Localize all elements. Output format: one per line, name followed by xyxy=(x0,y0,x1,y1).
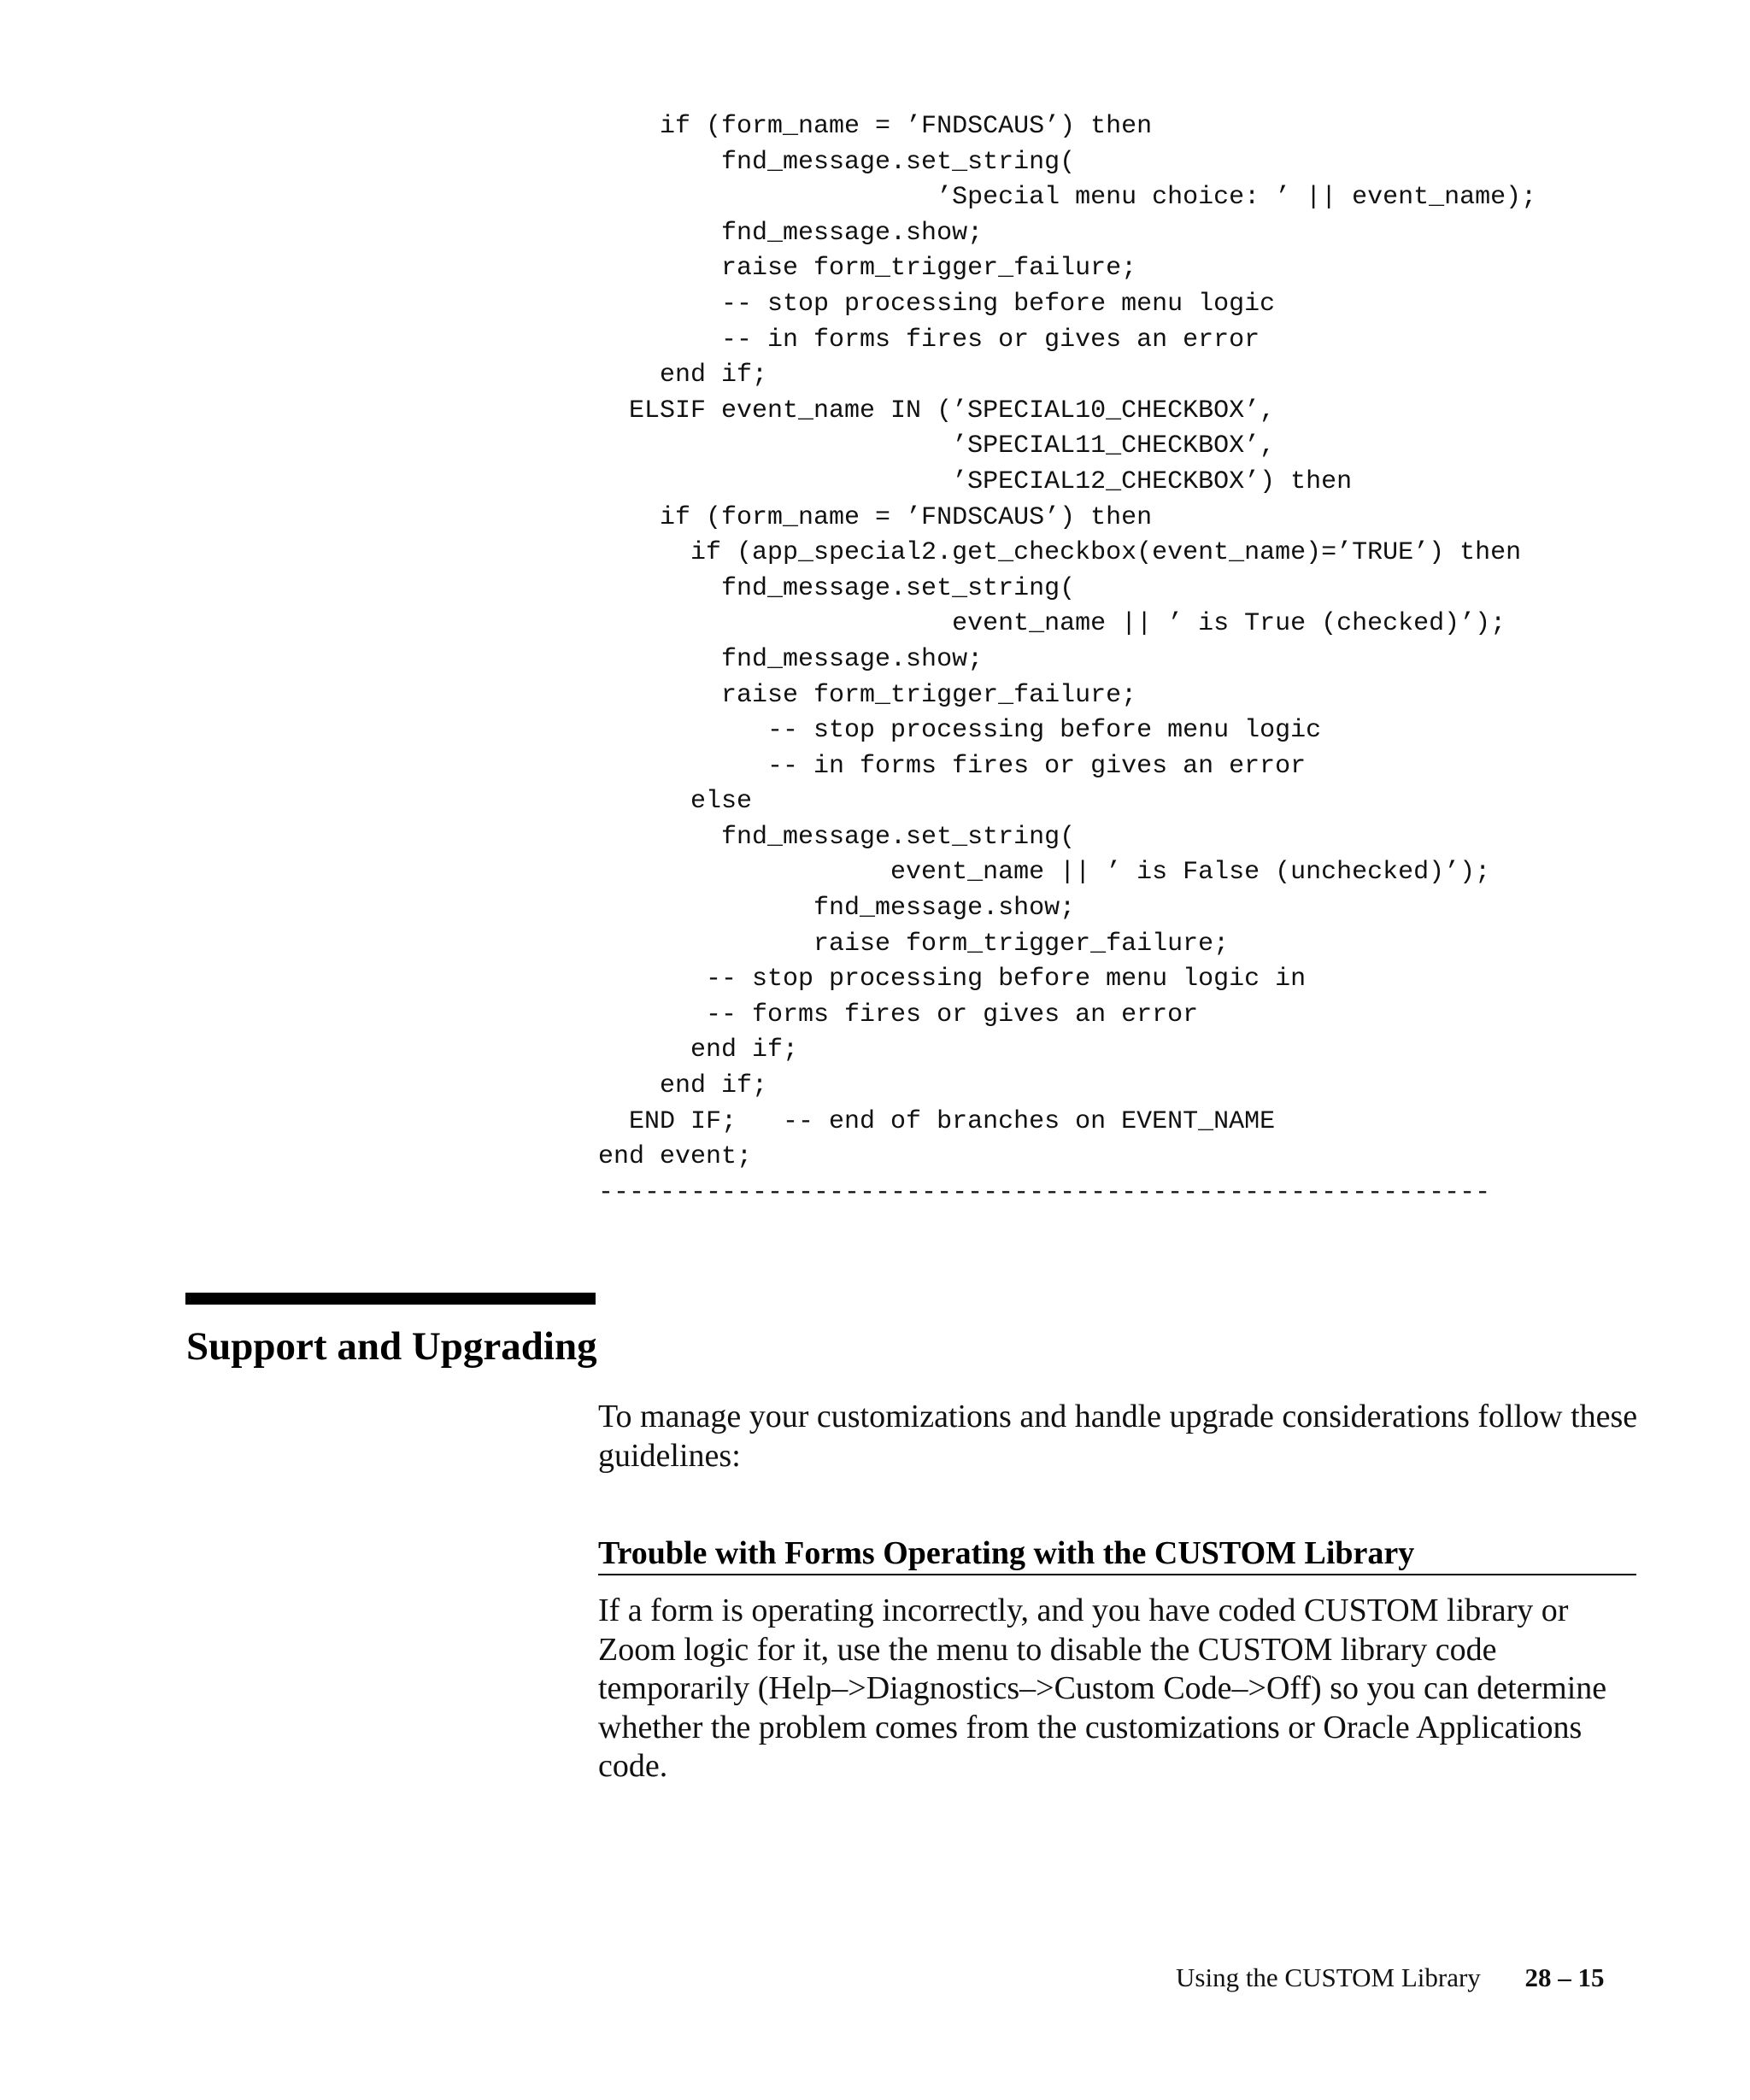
code-line: fnd_message.set_string( xyxy=(598,822,1076,852)
code-line: -- in forms fires or gives an error xyxy=(598,751,1307,781)
code-line: raise form_trigger_failure; xyxy=(598,254,1137,284)
code-line: end event; xyxy=(598,1142,753,1172)
code-listing xyxy=(598,109,1536,1211)
code-line: event_name || ’ is True (checked)’); xyxy=(598,609,1506,639)
code-line: raise form_trigger_failure; xyxy=(598,929,1230,959)
code-line: if (form_name = ’FNDSCAUS’) then xyxy=(598,502,1153,532)
code-line: if (app_special2.get_checkbox(event_name)=’TRUE’) then xyxy=(598,538,1522,568)
footer-page-number: 28 – 15 xyxy=(1524,1962,1605,1992)
code-line: if (form_name = ’FNDSCAUS’) then xyxy=(598,112,1153,141)
footer-chapter-title: Using the CUSTOM Library xyxy=(1176,1962,1481,1992)
code-line: -- stop processing before menu logic xyxy=(598,289,1276,319)
body-paragraph: If a form is operating incorrectly, and you have coded CUSTOM library or Zoom logic for it, use the menu to disable the CUSTOM library code temporarily (Help–>Diagnostics–>Custom Code–>Off) so you can determine whether the problem comes from the customizations or Oracle Applications code. xyxy=(598,1593,1607,1784)
code-line: event_name || ’ is False (unchecked)’); xyxy=(598,858,1491,888)
section-title: Support and Upgrading xyxy=(186,1324,597,1369)
code-line: -- forms fires or gives an error xyxy=(598,1000,1199,1029)
intro-paragraph: To manage your customizations and handle upgrade considerations follow these guidelines: xyxy=(598,1399,1638,1474)
code-line: ’SPECIAL12_CHECKBOX’) then xyxy=(598,466,1353,496)
code-line: -- stop processing before menu logic xyxy=(598,716,1322,746)
code-line: ’Special menu choice: ’ || event_name); xyxy=(598,183,1537,213)
code-line: fnd_message.set_string( xyxy=(598,147,1076,177)
code-line: fnd_message.show; xyxy=(598,218,984,248)
code-line: ELSIF event_name IN (’SPECIAL10_CHECKBOX’, xyxy=(598,396,1276,425)
code-separator-line: ---------------------------------------------------------- xyxy=(598,1177,1491,1207)
section-rule xyxy=(185,1293,596,1305)
code-line: fnd_message.show; xyxy=(598,894,1076,924)
code-line: -- in forms fires or gives an error xyxy=(598,325,1260,355)
code-line: fnd_message.set_string( xyxy=(598,573,1076,603)
code-line: end if; xyxy=(598,1071,768,1101)
subsection-heading: Trouble with Forms Operating with the CUSTOM Library xyxy=(598,1534,1636,1575)
page-footer xyxy=(1176,1962,1605,1994)
code-line: END IF; -- end of branches on EVENT_NAME xyxy=(598,1106,1276,1136)
code-line: -- stop processing before menu logic in xyxy=(598,965,1307,994)
code-line: fnd_message.show; xyxy=(598,644,984,674)
code-line: end if; xyxy=(598,361,768,390)
code-line: end if; xyxy=(598,1035,799,1065)
code-line: ’SPECIAL11_CHECKBOX’, xyxy=(598,431,1276,461)
code-line: else xyxy=(598,787,753,817)
code-line: raise form_trigger_failure; xyxy=(598,680,1137,710)
